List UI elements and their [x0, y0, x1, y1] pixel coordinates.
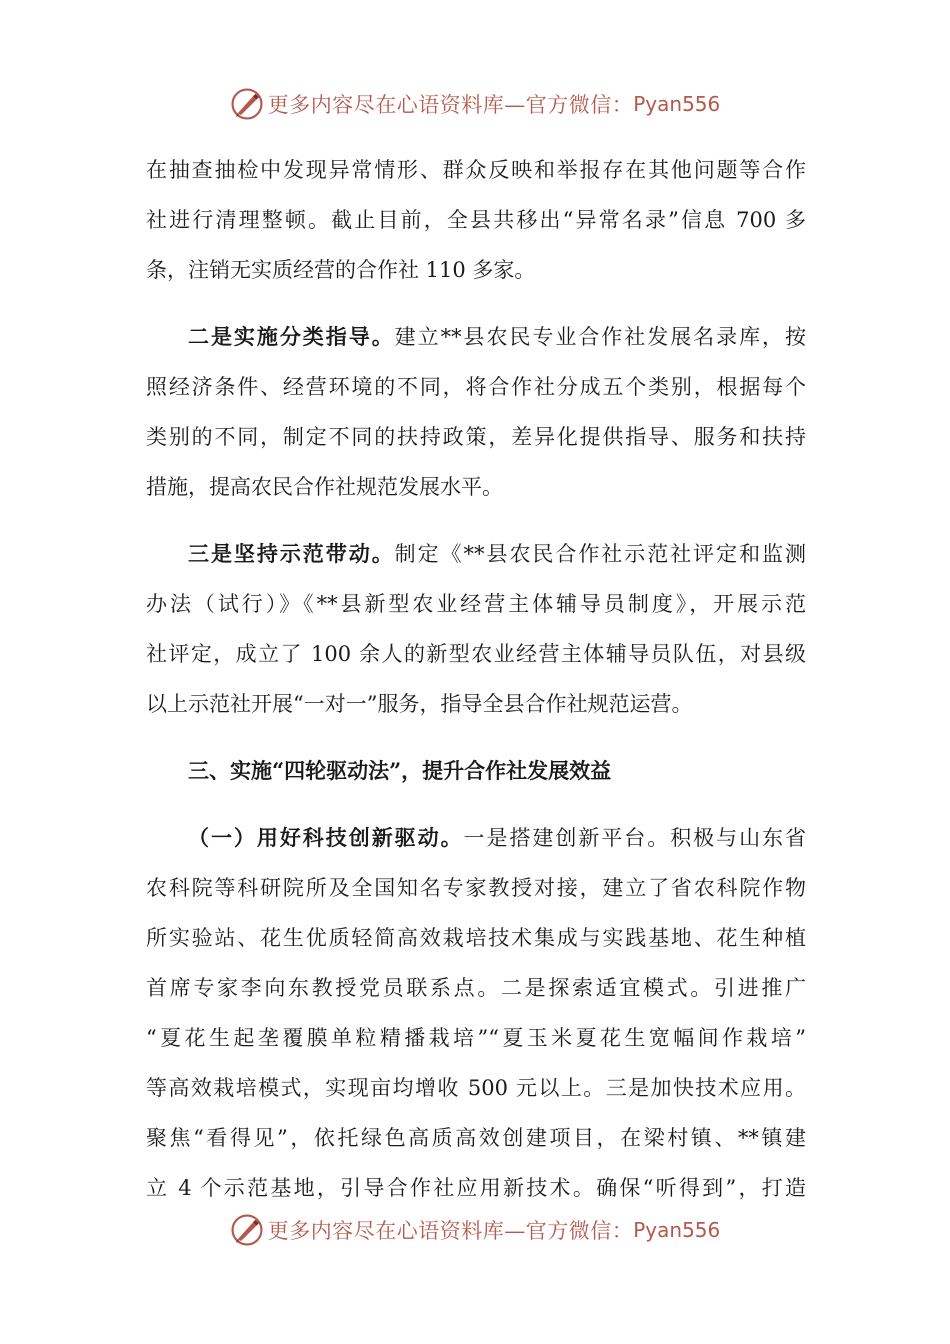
text-line: 等高效栽培模式，实现亩均增收 500 元以上。三是加快技术应用。	[146, 1076, 806, 1100]
pen-logo-icon	[230, 87, 264, 121]
paragraph-lead: （一）用好科技创新驱动。	[188, 825, 464, 850]
paragraph-lead: 三是坚持示范带动。	[188, 541, 395, 566]
paragraph-lead-rest: 建立**县农民专业合作社发展名录库，按	[394, 325, 807, 349]
watermark-wechat-id: Pyan556	[633, 92, 721, 116]
paragraph-4	[146, 813, 806, 1213]
section-heading: 三、实施“四轮驱动法”，提升合作社发展效益	[188, 758, 612, 783]
pen-logo-icon	[230, 1213, 264, 1247]
text-line: 农科院等科研院所及全国知名专家教授对接，建立了省农科院作物	[146, 876, 806, 900]
text-line: 类别的不同，制定不同的扶持政策，差异化提供指导、服务和扶持	[146, 425, 806, 449]
watermark-footer	[0, 1210, 950, 1250]
text-line: “夏花生起垄覆膜单粒精播栽培”“夏玉米夏花生宽幅间作栽培”	[146, 1026, 806, 1050]
text-line: 办法（试行）》《**县新型农业经营主体辅导员制度》，开展示范	[146, 592, 806, 616]
paragraph-lead-rest: 一是搭建创新平台。积极与山东省	[463, 826, 807, 850]
paragraph-3	[146, 529, 806, 729]
text-line	[146, 529, 806, 579]
paragraph-lead: 二是实施分类指导。	[188, 324, 395, 349]
text-line: 立 4 个示范基地，引导合作社应用新技术。确保“听得到”，打造	[146, 1176, 806, 1200]
paragraph-2	[146, 312, 806, 512]
text-line: 首席专家李向东教授党员联系点。二是探索适宜模式。引进推广	[146, 976, 806, 1000]
text-line: 措施，提高农民合作社规范发展水平。	[146, 475, 503, 499]
text-line: 所实验站、花生优质轻简高效栽培技术集成与实践基地、花生种植	[146, 926, 806, 950]
watermark-wechat-id: Pyan556	[633, 1218, 721, 1242]
text-line	[146, 813, 806, 863]
paragraph-1	[146, 145, 806, 295]
text-line	[146, 312, 806, 362]
text-line: 聚焦“看得见”，依托绿色高质高效创建项目，在梁村镇、**镇建	[146, 1126, 806, 1150]
watermark-text: 更多内容尽在心语资料库—官方微信：	[267, 93, 634, 117]
section-heading-3	[146, 746, 806, 796]
paragraph-lead-rest: 制定《**县农民合作社示范社评定和监测	[394, 542, 807, 566]
text-line: 社评定，成立了 100 余人的新型农业经营主体辅导员队伍，对县级	[146, 642, 806, 666]
watermark-text: 更多内容尽在心语资料库—官方微信：	[267, 1219, 634, 1243]
text-line: 条，注销无实质经营的合作社 110 多家。	[146, 258, 536, 282]
text-line: 照经济条件、经营环境的不同，将合作社分成五个类别，根据每个	[146, 375, 806, 399]
watermark-header	[0, 84, 950, 124]
document-body	[146, 145, 806, 1230]
text-line: 社进行清理整顿。截止目前，全县共移出“异常名录”信息 700 多	[146, 208, 806, 232]
text-line: 以上示范社开展“一对一”服务，指导全县合作社规范运营。	[146, 692, 693, 716]
text-line: 在抽查抽检中发现异常情形、群众反映和举报存在其他问题等合作	[146, 158, 806, 182]
